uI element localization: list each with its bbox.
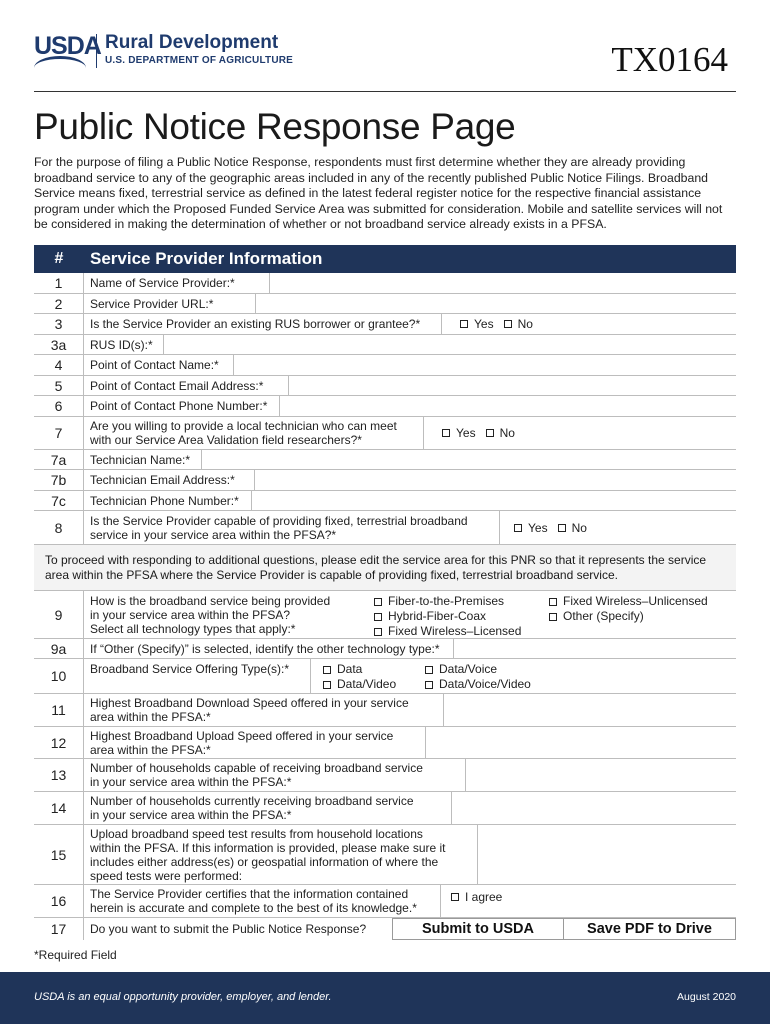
- households-receiving-input[interactable]: [452, 792, 736, 824]
- usda-logo-text: USDA: [34, 32, 101, 60]
- households-capable-input[interactable]: [466, 759, 736, 791]
- i-agree-checkbox[interactable]: I agree: [451, 890, 502, 904]
- form-row-7c: [34, 491, 736, 511]
- form-row-3a: [34, 335, 736, 355]
- checkbox-square: [451, 893, 459, 901]
- field-label: Is the Service Provider an existing RUS borrower or grantee?*: [84, 314, 442, 334]
- row-number: 16: [34, 885, 84, 917]
- row-number: 1: [34, 273, 84, 293]
- technician-options: [424, 417, 736, 449]
- row-number: 6: [34, 396, 84, 416]
- checkbox-square: [323, 681, 331, 689]
- row-number: 17: [34, 918, 84, 940]
- technician-email-input[interactable]: [255, 470, 736, 490]
- field-label: Point of Contact Email Address:*: [84, 376, 289, 395]
- rus-borrower-no-checkbox[interactable]: No: [504, 317, 533, 331]
- other-specify-checkbox[interactable]: Other (Specify): [549, 609, 708, 624]
- service-provider-form: [34, 245, 736, 940]
- checkbox-square: [425, 681, 433, 689]
- row-number: 7c: [34, 491, 84, 510]
- department-name: U.S. DEPARTMENT OF AGRICULTURE: [105, 55, 294, 66]
- form-row-10: [34, 659, 736, 694]
- row-number: 4: [34, 355, 84, 375]
- download-speed-input[interactable]: [444, 694, 736, 726]
- field-label: Highest Broadband Upload Speed offered in your service area within the PFSA:*: [84, 727, 426, 758]
- row-number: 12: [34, 727, 84, 758]
- form-row-16: [34, 885, 736, 918]
- row-number: 14: [34, 792, 84, 824]
- proceed-note: To proceed with responding to additional questions, please edit the service area for this PNR so that it represents the service area within the PFSA where the Service Provider is capable of providing fixed, terrestrial broadband service.: [34, 545, 736, 591]
- form-row-5: [34, 376, 736, 396]
- fixed-wireless-licensed-checkbox[interactable]: Fixed Wireless–Licensed: [374, 624, 549, 639]
- page-footer: [0, 972, 770, 1024]
- form-row-6: [34, 396, 736, 417]
- row-number: 5: [34, 376, 84, 395]
- field-label: Technician Email Address:*: [84, 470, 255, 490]
- usda-rd-logo: [34, 32, 293, 68]
- contact-phone-input[interactable]: [280, 396, 736, 416]
- save-pdf-to-drive-button[interactable]: Save PDF to Drive: [564, 918, 736, 940]
- row-number: 13: [34, 759, 84, 791]
- data-checkbox[interactable]: Data: [323, 662, 425, 677]
- technician-phone-input[interactable]: [252, 491, 736, 510]
- form-row-4: [34, 355, 736, 376]
- data-voice-video-checkbox[interactable]: Data/Voice/Video: [425, 677, 531, 692]
- checkbox-square: [514, 524, 522, 532]
- hybrid-fiber-coax-checkbox[interactable]: Hybrid-Fiber-Coax: [374, 609, 549, 624]
- page-title: Public Notice Response Page: [34, 106, 516, 147]
- checkbox-square: [460, 320, 468, 328]
- form-row-13: [34, 759, 736, 792]
- section-title: Service Provider Information: [90, 249, 323, 268]
- field-label: Broadband Service Offering Type(s):*: [84, 659, 311, 693]
- row-number: 15: [34, 825, 84, 884]
- field-label: Service Provider URL:*: [84, 294, 256, 313]
- field-label: Point of Contact Phone Number:*: [84, 396, 280, 416]
- field-label: Is the Service Provider capable of providing fixed, terrestrial broadband service in your service area within the PFSA?*: [84, 511, 500, 544]
- submit-to-usda-button[interactable]: Submit to USDA: [392, 918, 564, 940]
- field-label: Highest Broadband Download Speed offered in your service area within the PFSA:*: [84, 694, 444, 726]
- checkbox-square: [374, 628, 382, 636]
- form-row-12: [34, 727, 736, 759]
- field-label: Do you want to submit the Public Notice Response?: [90, 922, 367, 936]
- field-label: RUS ID(s):*: [84, 335, 164, 354]
- checkbox-square: [374, 598, 382, 606]
- field-label: How is the broadband service being provided in your service area within the PFSA? Select all technology types that apply:*: [90, 593, 331, 636]
- capable-yes-checkbox[interactable]: Yes: [514, 521, 548, 535]
- upload-speed-input[interactable]: [426, 727, 736, 758]
- checkbox-square: [323, 666, 331, 674]
- row-number: 9: [34, 591, 84, 638]
- row-number: 7b: [34, 470, 84, 490]
- checkbox-square: [374, 613, 382, 621]
- required-field-note: *Required Field: [34, 948, 117, 962]
- technology-options: [374, 591, 736, 638]
- data-video-checkbox[interactable]: Data/Video: [323, 677, 425, 692]
- technician-yes-checkbox[interactable]: Yes: [442, 426, 476, 440]
- form-row-17: [34, 918, 736, 940]
- offering-type-options: [311, 659, 736, 693]
- form-row-1: [34, 273, 736, 294]
- field-label: Number of households currently receiving broadband service in your service area within the PFSA:*: [84, 792, 452, 824]
- form-row-9a: [34, 639, 736, 659]
- technician-no-checkbox[interactable]: No: [486, 426, 515, 440]
- usda-logo-mark: [34, 32, 101, 66]
- form-row-7a: [34, 450, 736, 470]
- checkbox-square: [504, 320, 512, 328]
- fixed-wireless-unlicensed-checkbox[interactable]: Fixed Wireless–Unlicensed: [549, 594, 708, 609]
- form-row-9: [34, 591, 736, 639]
- form-row-15: [34, 825, 736, 885]
- field-label: Upload broadband speed test results from household locations within the PFSA. If this information is provided, please make sure it includes either address(es) or geospatial information of where the speed tests were performed:: [84, 825, 478, 884]
- service-provider-name-input[interactable]: [270, 273, 736, 293]
- technician-name-input[interactable]: [202, 450, 736, 469]
- capable-no-checkbox[interactable]: No: [558, 521, 587, 535]
- form-row-2: [34, 294, 736, 314]
- agency-name: Rural Development: [105, 32, 279, 53]
- row-number: 2: [34, 294, 84, 313]
- certify-options: [441, 885, 736, 917]
- row-number: 7: [34, 417, 84, 449]
- row-number: 7a: [34, 450, 84, 469]
- field-label: Number of households capable of receiving broadband service in your service area within the PFSA:*: [84, 759, 466, 791]
- checkbox-square: [549, 598, 557, 606]
- form-row-7: [34, 417, 736, 450]
- logo-words: [105, 32, 293, 68]
- row-number: 11: [34, 694, 84, 726]
- service-provider-url-input[interactable]: [256, 294, 736, 313]
- field-label: If “Other (Specify)” is selected, identify the other technology type:*: [84, 639, 454, 658]
- field-label: Name of Service Provider:*: [84, 273, 270, 293]
- checkbox-square: [442, 429, 450, 437]
- form-row-11: [34, 694, 736, 727]
- data-voice-checkbox[interactable]: Data/Voice: [425, 662, 531, 677]
- rus-borrower-options: [442, 314, 736, 334]
- row-number: 8: [34, 511, 84, 544]
- rus-id-input[interactable]: [164, 335, 736, 354]
- intro-paragraph: For the purpose of filing a Public Notice Response, respondents must first determine whether they are already providing broadband service to any of the geographic areas included in any of the recently published Public Notice Filings. Broadband Service means fixed, terrestrial service as defined in the latest federal register notice for the respective financial assistance program under which the Proposed Funded Service Area was submitted for consideration. Mobile and satellite services will not be considered in making the determination of whether or not broadband service already exists in a PFSA.: [34, 155, 723, 232]
- field-label: The Service Provider certifies that the information contained herein is accurate and complete to the best of its knowledge.*: [84, 885, 441, 917]
- checkbox-square: [486, 429, 494, 437]
- form-row-8: [34, 511, 736, 545]
- form-row-7b: [34, 470, 736, 491]
- form-row-14: [34, 792, 736, 825]
- fiber-checkbox[interactable]: Fiber-to-the-Premises: [374, 594, 549, 609]
- checkbox-square: [549, 613, 557, 621]
- page-header: [34, 30, 736, 92]
- speed-test-upload-field[interactable]: [478, 825, 736, 884]
- row-number: 9a: [34, 639, 84, 658]
- rus-borrower-yes-checkbox[interactable]: Yes: [460, 317, 494, 331]
- row-number: 3: [34, 314, 84, 334]
- row-number: 3a: [34, 335, 84, 354]
- other-technology-input[interactable]: [454, 639, 736, 658]
- capable-options: [500, 511, 736, 544]
- form-date: August 2020: [677, 991, 736, 1003]
- contact-email-input[interactable]: [289, 376, 736, 395]
- field-label: Are you willing to provide a local technician who can meet with our Service Area Validation field researchers?*: [84, 417, 424, 449]
- checkbox-square: [425, 666, 433, 674]
- equal-opportunity-statement: USDA is an equal opportunity provider, employer, and lender.: [34, 991, 332, 1003]
- field-label: Point of Contact Name:*: [84, 355, 234, 375]
- number-column-header: #: [54, 250, 64, 267]
- form-code: TX0164: [611, 40, 728, 79]
- form-row-3: [34, 314, 736, 335]
- field-label: Technician Name:*: [84, 450, 202, 469]
- field-label: Technician Phone Number:*: [84, 491, 252, 510]
- table-header: [34, 245, 736, 273]
- contact-name-input[interactable]: [234, 355, 736, 375]
- row-number: 10: [34, 659, 84, 693]
- checkbox-square: [558, 524, 566, 532]
